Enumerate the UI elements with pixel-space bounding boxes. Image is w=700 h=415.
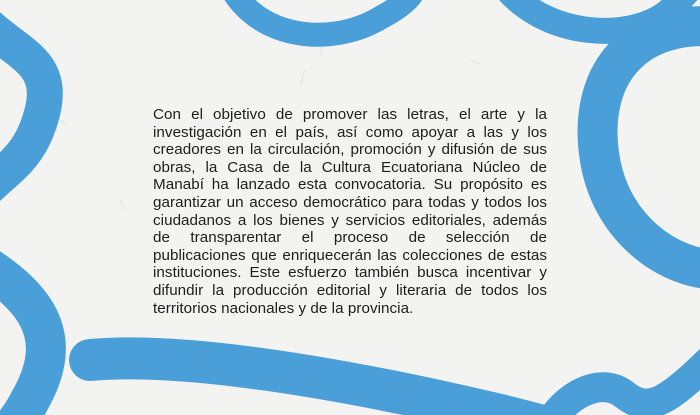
ribbon-stroke-top-center	[225, 0, 416, 35]
convocatoria-description: Con el objetivo de promover las letras, el arte y la investigación en el país, así como apoyar a las y los creadores en la circulación, promoción y difusión de sus obras, la Casa de la Cultura Ecuatoriana Núcleo de Manabí ha lanzado esta convocatoria. Su propósito es garantizar un acceso democrático para todas y todos los ciudadanos a los bienes y servicios editoriales, además de transparentar el proceso de selección de publicaciones que enriquecerán las colecciones de estas instituciones. Este esfuerzo también busca incentivar y difundir la producción editorial y literaria de todos los territorios nacionales y de la provincia.	[153, 106, 547, 317]
ribbon-stroke-left	[0, 250, 46, 415]
ribbon-stroke-bottom-band	[90, 358, 580, 415]
ribbon-stroke-bottom-right	[540, 350, 700, 415]
ribbon-stroke-top-left	[0, 18, 45, 210]
ribbon-stroke-right-arc	[598, 26, 700, 270]
